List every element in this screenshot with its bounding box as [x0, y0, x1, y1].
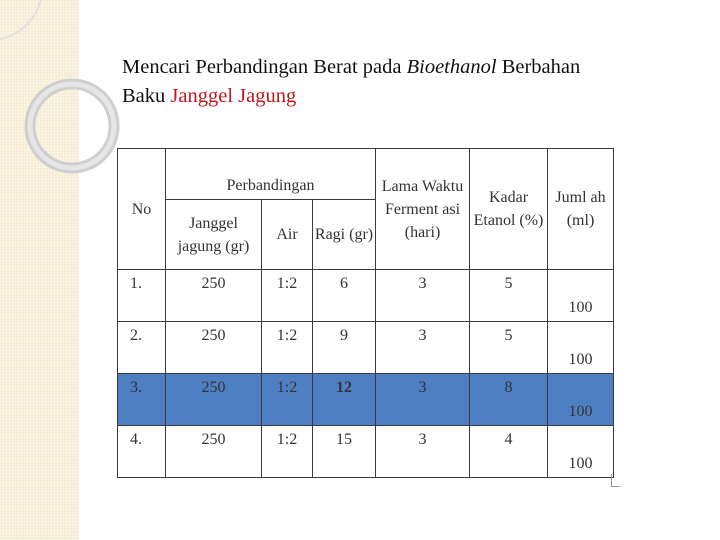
- cell-ragi: 12: [313, 374, 376, 426]
- header-janggel-jagung: Janggel jagung (gr): [166, 200, 262, 270]
- cell-kadar: 5: [470, 322, 548, 374]
- cell-no: 2.: [118, 322, 166, 374]
- cell-janggel: 250: [166, 322, 262, 374]
- cell-jumlah: 100: [548, 322, 614, 374]
- cell-air: 1:2: [262, 322, 313, 374]
- cell-no: 1.: [118, 270, 166, 322]
- title-text-2: Berbahan: [496, 56, 581, 78]
- decorative-ring-inner: [30, 84, 114, 168]
- cell-janggel: 250: [166, 426, 262, 478]
- cell-no: 4.: [118, 426, 166, 478]
- cell-no: 3.: [118, 374, 166, 426]
- header-perbandingan: Perbandingan: [166, 149, 376, 200]
- table-row: [118, 322, 614, 374]
- cell-jumlah: 100: [548, 426, 614, 478]
- cell-lama: 3: [376, 322, 470, 374]
- results-table-container: [117, 148, 614, 478]
- title-text-1: Mencari Perbandingan Berat pada: [122, 56, 407, 78]
- cell-jumlah: 100: [548, 374, 614, 426]
- cell-ragi: 9: [313, 322, 376, 374]
- cell-air: 1:2: [262, 270, 313, 322]
- cell-jumlah: 100: [548, 270, 614, 322]
- cell-janggel: 250: [166, 374, 262, 426]
- table-row: [118, 426, 614, 478]
- cell-ragi: 15: [313, 426, 376, 478]
- cell-lama: 3: [376, 270, 470, 322]
- cell-lama: 3: [376, 374, 470, 426]
- cell-air: 1:2: [262, 374, 313, 426]
- header-ragi: Ragi (gr): [313, 200, 376, 270]
- slide-title: [122, 53, 712, 111]
- cell-ragi: 6: [313, 270, 376, 322]
- cell-janggel: 250: [166, 270, 262, 322]
- header-air: Air: [262, 200, 313, 270]
- header-no: No: [118, 149, 166, 270]
- header-jumlah: Juml ah (ml): [548, 149, 614, 270]
- title-red-text: Janggel Jagung: [170, 85, 297, 107]
- title-text-3: Baku: [122, 85, 171, 107]
- header-lama-waktu: Lama Waktu Ferment asi (hari): [376, 149, 470, 270]
- table-row: [118, 270, 614, 322]
- results-table: [117, 148, 614, 478]
- decorative-ring-top: [0, 0, 42, 40]
- cell-air: 1:2: [262, 426, 313, 478]
- header-row-1: [118, 149, 614, 200]
- cell-kadar: 5: [470, 270, 548, 322]
- cell-kadar: 4: [470, 426, 548, 478]
- cell-kadar: 8: [470, 374, 548, 426]
- cell-lama: 3: [376, 426, 470, 478]
- title-italic-word: Bioethanol: [406, 56, 497, 78]
- header-kadar-etanol: Kadar Etanol (%): [470, 149, 548, 270]
- table-row-highlighted: [118, 374, 614, 426]
- corner-bracket-mark: [611, 474, 620, 487]
